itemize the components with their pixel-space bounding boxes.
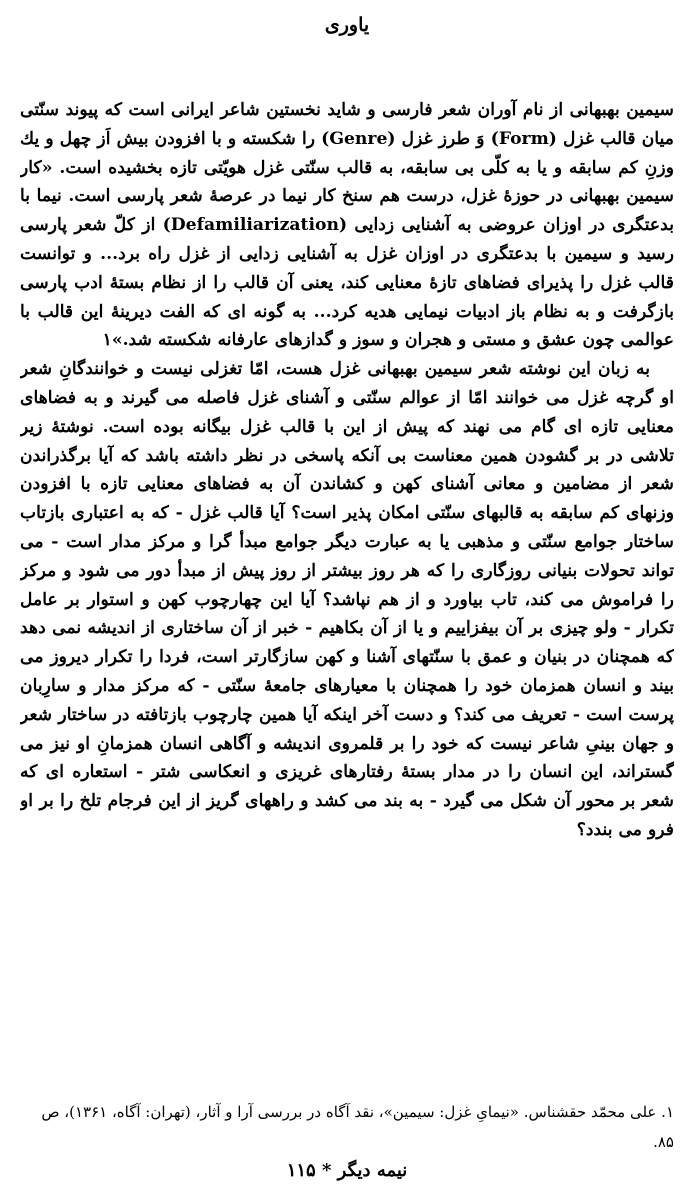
paragraph: سیمین بهبهانی از نام آوران شعر فارسی و شاید نخستین شاعر ایرانی است که پیوند سنّتی میان قالب غزل (Form) وَ طرز غزل (Genre) را شکسته و با افزودن بیش اَز چهل و یك وزنِ کم سابقه و یا به کلّی بی سابقه، به قالب سنّتی غزل هویّتی تازه بخشیده است. «کار سیمین بهبهانی در حوزۀ غزل، درست هم سنخ کار نیما در عرصۀ شعر پارسی است. نیما با بدعتگری در اوزان عروضی به آشنایی زدایی (Defamiliarization) از کلّ شعر پارسی رسید و سیمین با بدعتگری در اوزان غزل به آشنایی زدایی از غزل راه برد... و توانست قالب غزل را پذیرای فضاهای تازۀ معنایی کند، یعنی آن قالب را از نظام بستۀ ادب پارسی بازگرفت و به نظام باز ادبیات نیمایی هدیه کرد... به گونه ای که الفت دیرینۀ این قالب با عوالمی چون عشق و مستی و هجران و سوز و گدازهای عارفانه شکسته شد.»۱ <box>20 100 674 351</box>
footnote: ۱. علی محمّد حقشناس. «نیمایِ غزل: سیمین»، نقد آگاه در بررسی آرا و آثار، (تهران: آگاه، ۱۳۶۱)، ص ۸۵. <box>41 1103 674 1151</box>
body-text <box>20 96 674 1086</box>
paragraph: به زبان این نوشته شعر سیمین بهبهانی غزل هست، امّا تغزلی نیست و خوانندگانِ شعر او گرچه غزل می خوانند امّا از عوالم سنّتی و آشنای غزل فاصله می گیرند و به فضاهای معنایی تازه ای گام می نهند که پیش از این با قالب غزل بیگانه بوده است. نوشتۀ زیر تلاشی در بر گشودن همین معناست بی آنکه پاسخی در نظر داشته باشد که آیا برگذراندن شعر از مضامین و معانی آشنای کهن و کشاندن آن به فضاهای معنایی تازه با افزودن وزنهای کم سابقه به قالبهای سنّتی امکان پذیر است؟ آیا قالب غزل - که به اعتباری بازتاب ساختار جوامع سنّتی و مذهبی یا به عبارت دیگر جوامع مبدأ گرا و مرکز مدار است - می تواند تحولات بنیانی روزگاری را که هر روز بیشتر از روز پیش از مبدأ دور می شود و مرکز را فراموش می کند، تاب بیاورد و از هم نپاشد؟ آیا این چهارچوب کهن و استوار بر عامل تکرار - ولو چیزی بر آن بیفزاییم و یا از آن بکاهیم - خبر از آن ساختاری از اندیشه نمی دهد که همچنان در بنیان و عمق با سنّتهای آشنا و کهن سازگارتر است، فردا را تکرار دیروز می بیند و انسان همزمان خود را همچنان با معیارهای جامعۀ سنّتی - که مرکز مدار و سارِبان پرست است - تعریف می کند؟ و دست آخر اینکه آیا همین چارچوب بازتافته در ساختار شعر و جهان بینیِ شاعر نیست که خود را بر قلمروی اندیشه و آگاهی انسان همزمانِ او نیز می گستراند، این انسان را در مدار بستۀ رفتارهای غریزی و انعکاسی شتر - استعاره ای که شعر بر محور آن شکل می گیرد - به بند می کشد و راههای گریز از این فرجام تلخ را بر او فرو می بندد؟ <box>20 359 674 840</box>
page-folio: نیمه دیگر * ۱۱۵ <box>286 1160 408 1181</box>
running-head-title: یاوری <box>324 14 370 36</box>
